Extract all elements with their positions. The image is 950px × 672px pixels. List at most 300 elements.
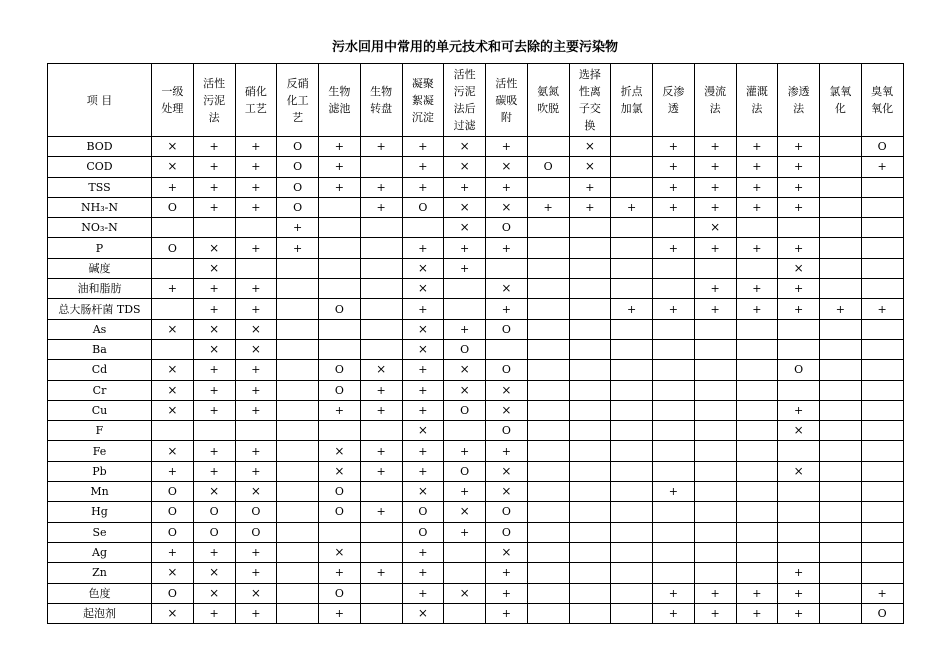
header-item [48,64,152,137]
table-cell: + [653,177,695,197]
page-title: 污水回用中常用的单元技术和可去除的主要污染物 [331,40,618,55]
table-cell: O [486,502,528,522]
table-cell [820,563,862,583]
header-method [653,64,695,137]
table-cell: + [569,197,611,217]
table-cell [277,339,319,359]
table-row [48,177,904,197]
header-label: 漫流 法 [704,85,727,115]
table-cell: + [152,461,194,481]
header-label: 氯氧 化 [829,85,852,115]
table-cell [611,542,653,562]
table-cell: + [402,360,444,380]
table-cell: O [778,360,820,380]
table-cell [444,421,486,441]
table-cell [569,360,611,380]
table-cell [820,583,862,603]
table-cell [653,522,695,542]
table-cell: + [778,603,820,623]
row-item-label: 总大肠杆菌 TDS [48,299,152,319]
table-cell [527,177,569,197]
table-cell: O [193,522,235,542]
table-cell [152,299,194,319]
header-label: 项 目 [86,93,113,107]
table-cell: + [402,137,444,157]
table-cell [527,299,569,319]
table-cell [319,522,361,542]
row-item-label: 碱度 [48,258,152,278]
table-cell [820,197,862,217]
table-cell [569,502,611,522]
row-item-label: Ba [48,339,152,359]
table-cell: + [861,583,903,603]
table-cell [736,319,778,339]
table-cell [277,583,319,603]
table-row [48,279,904,299]
table-cell: + [235,441,277,461]
table-cell: × [235,319,277,339]
table-cell [527,319,569,339]
table-cell: + [820,299,862,319]
table-cell [820,542,862,562]
table-cell: × [152,441,194,461]
table-row [48,360,904,380]
table-cell: + [778,299,820,319]
table-cell [360,319,402,339]
table-cell [820,400,862,420]
header-method [360,64,402,137]
table-cell [277,542,319,562]
table-cell: + [193,441,235,461]
row-item-label: 色度 [48,583,152,603]
table-cell: + [778,177,820,197]
table-row [48,238,904,258]
table-cell: + [444,319,486,339]
table-cell [861,542,903,562]
table-cell: + [778,157,820,177]
table-cell: + [235,563,277,583]
table-cell [486,339,528,359]
table-cell [277,299,319,319]
table-cell: × [152,603,194,623]
table-cell [778,319,820,339]
table-cell: + [653,238,695,258]
table-cell [277,258,319,278]
table-cell [235,421,277,441]
table-cell [694,400,736,420]
table-cell: × [778,421,820,441]
table-cell: + [736,177,778,197]
header-method [820,64,862,137]
table-cell: + [235,177,277,197]
header-label: 生物 滤池 [328,85,351,115]
table-cell [569,421,611,441]
table-cell [861,238,903,258]
table-cell: × [486,542,528,562]
table-cell [319,218,361,238]
table-cell [861,258,903,278]
table-cell [152,339,194,359]
table-row [48,258,904,278]
table-row [48,137,904,157]
table-cell: + [402,380,444,400]
table-cell: O [444,339,486,359]
table-cell [611,421,653,441]
table-cell [736,563,778,583]
table-cell: + [694,583,736,603]
table-cell: × [319,542,361,562]
table-cell: × [402,339,444,359]
table-cell [778,218,820,238]
table-cell: + [235,137,277,157]
table-cell: × [486,482,528,502]
table-cell: O [402,197,444,217]
table-cell: O [152,583,194,603]
table-cell [861,461,903,481]
table-cell [861,177,903,197]
table-cell: + [235,380,277,400]
table-cell [277,482,319,502]
table-cell: × [152,360,194,380]
table-cell: × [402,482,444,502]
table-cell [235,218,277,238]
table-cell: + [653,137,695,157]
table-cell: O [444,461,486,481]
table-row [48,502,904,522]
table-row [48,319,904,339]
table-cell: O [402,522,444,542]
table-cell: + [193,380,235,400]
table-cell [820,137,862,157]
table-cell [861,441,903,461]
table-cell: + [319,177,361,197]
row-item-label: Hg [48,502,152,522]
table-cell [653,542,695,562]
table-cell: × [444,583,486,603]
table-cell [319,421,361,441]
table-row [48,421,904,441]
table-cell [569,258,611,278]
table-cell [694,441,736,461]
table-cell [653,421,695,441]
table-cell [861,339,903,359]
row-item-label: Mn [48,482,152,502]
table-cell: + [360,380,402,400]
table-cell [444,542,486,562]
table-cell [861,380,903,400]
table-cell [820,218,862,238]
table-cell: + [653,482,695,502]
row-item-label: COD [48,157,152,177]
table-cell [611,502,653,522]
table-cell: × [152,137,194,157]
table-cell [611,563,653,583]
table-cell [861,218,903,238]
header-method [486,64,528,137]
table-cell: + [235,238,277,258]
row-item-label: F [48,421,152,441]
header-label: 硝化 工艺 [244,85,267,115]
table-cell [694,380,736,400]
table-cell [653,360,695,380]
row-item-label: 起泡剂 [48,603,152,623]
table-cell: O [486,218,528,238]
table-cell: × [402,603,444,623]
header-method [277,64,319,137]
table-cell [527,603,569,623]
table-cell [820,603,862,623]
table-cell [569,482,611,502]
table-cell [360,299,402,319]
table-cell [820,258,862,278]
table-row [48,400,904,420]
table-cell: + [193,279,235,299]
table-cell [277,279,319,299]
table-cell: × [193,583,235,603]
table-body [48,137,904,624]
table-cell [527,238,569,258]
table-cell [527,400,569,420]
table-row [48,583,904,603]
header-label: 折点 加氯 [620,85,643,115]
table-cell [277,461,319,481]
table-cell [611,157,653,177]
header-method [402,64,444,137]
header-label: 生物 转盘 [370,85,393,115]
table-cell [778,339,820,359]
table-cell [653,258,695,278]
table-cell: + [736,137,778,157]
table-cell: × [152,380,194,400]
table-cell [569,461,611,481]
table-cell [694,258,736,278]
table-cell [444,603,486,623]
header-label: 活性 碳吸 附 [495,76,518,124]
table-cell: + [402,177,444,197]
table-cell: O [235,502,277,522]
table-cell [820,238,862,258]
table-cell: + [402,238,444,258]
table-cell: + [778,400,820,420]
table-cell: O [527,157,569,177]
table-cell [193,218,235,238]
table-cell: + [402,583,444,603]
table-cell [360,482,402,502]
table-cell [653,461,695,481]
pollutant-table [47,63,904,624]
table-cell [360,583,402,603]
table-cell [277,380,319,400]
table-cell [611,218,653,238]
header-method [778,64,820,137]
table-cell: × [444,157,486,177]
row-item-label: As [48,319,152,339]
table-cell: + [277,238,319,258]
table-cell [861,319,903,339]
table-cell [736,441,778,461]
table-cell [736,522,778,542]
row-item-label: Zn [48,563,152,583]
table-cell [360,542,402,562]
table-cell: O [277,177,319,197]
table-cell: + [444,482,486,502]
table-cell: × [569,157,611,177]
table-cell [527,522,569,542]
table-cell [611,279,653,299]
table-cell: + [653,197,695,217]
table-row [48,197,904,217]
header-method [736,64,778,137]
table-cell: + [736,583,778,603]
table-cell: × [778,258,820,278]
table-cell [277,441,319,461]
table-cell [694,339,736,359]
table-cell: + [486,603,528,623]
table-cell: + [193,157,235,177]
table-row [48,441,904,461]
table-cell: + [402,461,444,481]
table-cell [152,421,194,441]
table-cell: O [319,482,361,502]
table-cell [736,380,778,400]
row-item-label: Cr [48,380,152,400]
header-method [319,64,361,137]
table-cell [736,400,778,420]
table-cell: + [402,400,444,420]
header-method [235,64,277,137]
table-cell: × [444,137,486,157]
table-cell: × [778,461,820,481]
table-cell: × [402,279,444,299]
table-cell [360,157,402,177]
table-cell [694,542,736,562]
table-cell [653,319,695,339]
table-cell [569,319,611,339]
header-label: 凝聚 絮凝 沉淀 [411,76,434,124]
table-cell: × [486,197,528,217]
table-cell [820,319,862,339]
table-cell: O [235,522,277,542]
table-cell [653,400,695,420]
table-cell [486,258,528,278]
table-cell [694,522,736,542]
table-cell: + [402,299,444,319]
table-cell: + [694,137,736,157]
table-cell: + [694,157,736,177]
table-cell [611,319,653,339]
table-cell: × [152,319,194,339]
table-cell [736,339,778,359]
table-row [48,157,904,177]
table-cell: + [861,299,903,319]
table-row [48,603,904,623]
header-method [694,64,736,137]
table-cell: O [486,360,528,380]
table-cell [861,522,903,542]
table-cell: × [152,563,194,583]
table-cell: + [235,400,277,420]
table-cell: + [486,299,528,319]
table-cell: O [193,502,235,522]
row-item-label: P [48,238,152,258]
table-cell [653,441,695,461]
table-cell [736,421,778,441]
table-cell: + [152,279,194,299]
table-cell: + [611,299,653,319]
table-cell [527,421,569,441]
header-row [48,64,904,137]
table-cell [527,563,569,583]
table-cell [820,157,862,177]
table-cell: O [486,319,528,339]
table-cell: + [736,238,778,258]
table-cell: + [319,157,361,177]
table-cell [611,258,653,278]
table-row [48,522,904,542]
table-cell: + [569,177,611,197]
header-method [861,64,903,137]
table-cell: + [360,197,402,217]
table-cell [820,421,862,441]
table-cell [569,542,611,562]
row-item-label: Pb [48,461,152,481]
table-cell [611,441,653,461]
table-cell: + [235,542,277,562]
table-cell: + [653,157,695,177]
table-cell: + [444,441,486,461]
table-cell: × [486,461,528,481]
table-cell [611,177,653,197]
table-cell [820,522,862,542]
table-cell [527,360,569,380]
table-cell: × [235,583,277,603]
table-cell: + [736,157,778,177]
table-cell [152,218,194,238]
table-cell [360,238,402,258]
table-cell [360,339,402,359]
table-cell [778,441,820,461]
table-cell: + [402,542,444,562]
table-cell: + [360,177,402,197]
table-cell: + [611,197,653,217]
table-row [48,461,904,481]
table-cell: × [193,258,235,278]
table-cell: O [152,522,194,542]
header-label: 活性 污泥 法 [203,76,226,124]
table-cell [861,360,903,380]
header-method [611,64,653,137]
table-cell: × [319,441,361,461]
table-cell [736,502,778,522]
table-cell [694,482,736,502]
table-cell [277,502,319,522]
table-cell: + [736,279,778,299]
table-cell: × [569,137,611,157]
table-cell [611,360,653,380]
table-cell: × [235,482,277,502]
table-cell [820,339,862,359]
table-cell [778,380,820,400]
table-cell [527,137,569,157]
table-cell: + [235,157,277,177]
table-cell [527,279,569,299]
table-cell: + [694,279,736,299]
header-method [569,64,611,137]
table-cell: × [152,400,194,420]
table-cell [235,258,277,278]
table-cell [736,258,778,278]
table-cell: + [235,299,277,319]
